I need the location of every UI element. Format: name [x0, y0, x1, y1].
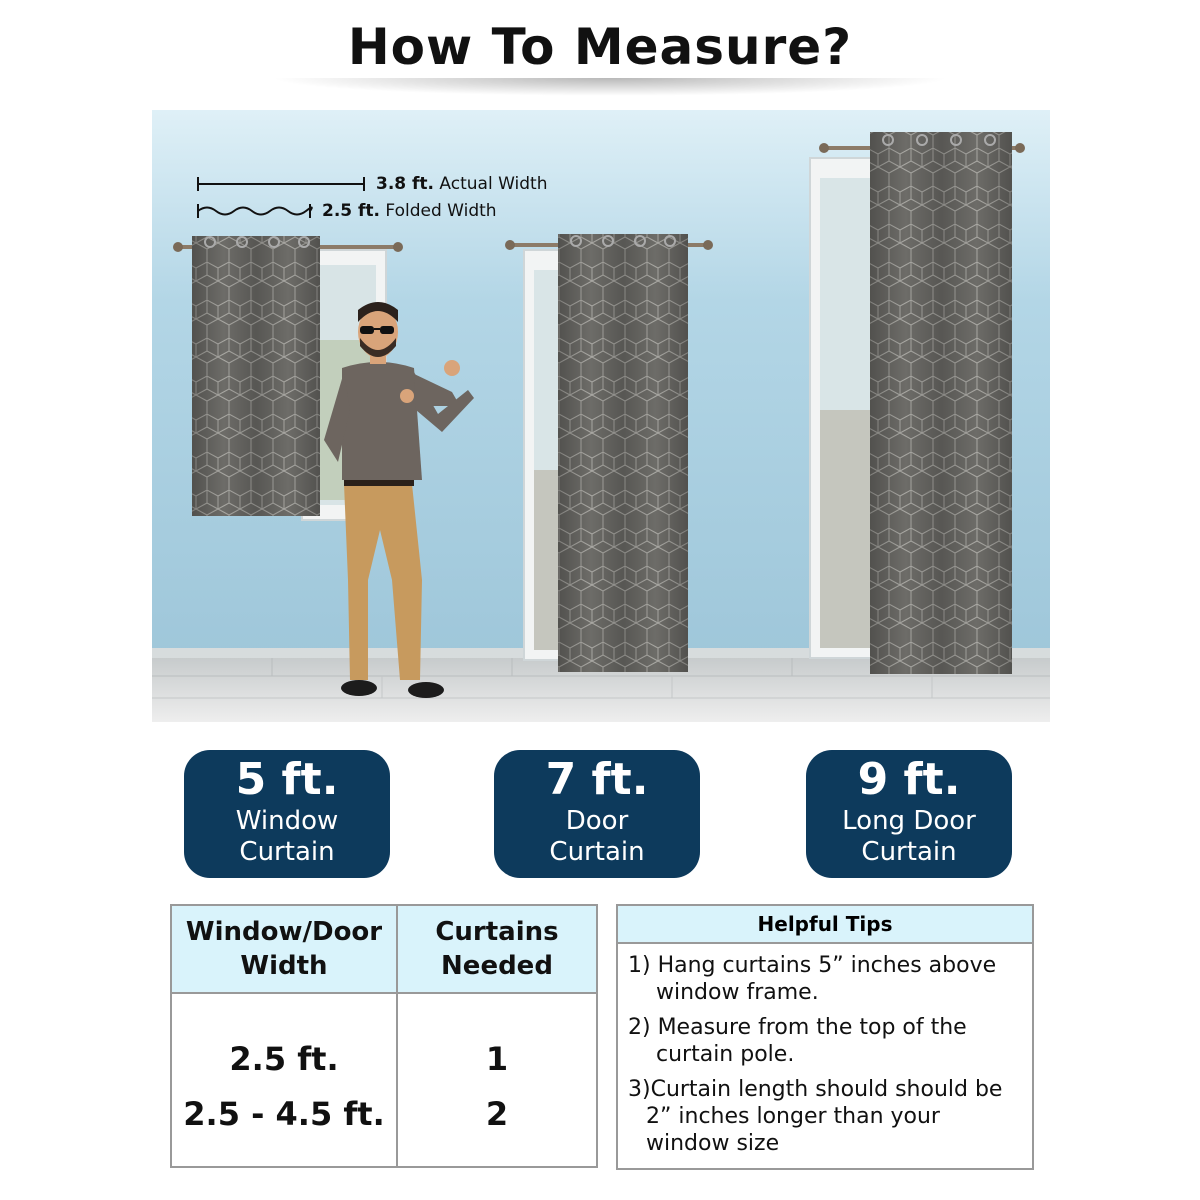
page-title: How To Measure? — [347, 18, 853, 76]
row-count: 2 — [397, 1079, 597, 1167]
actual-width-label — [376, 174, 547, 194]
header-width: Window/Door Width — [171, 905, 397, 993]
tip-line: 1) Hang curtains 5” inches above — [628, 953, 997, 978]
window-curtain-icon — [192, 236, 320, 516]
table-row — [171, 1079, 597, 1167]
badge-line1: Door — [565, 806, 629, 836]
table-header-row — [171, 905, 597, 993]
actual-width-text: Actual Width — [439, 174, 548, 194]
folded-width-text: Folded Width — [385, 201, 497, 221]
curtains-table — [170, 904, 598, 1168]
badge-size: 5 ft. — [235, 754, 339, 805]
tip-line: curtain pole. — [656, 1042, 795, 1067]
title-shadow — [270, 78, 950, 96]
row-count: 1 — [397, 993, 597, 1079]
tip-item — [628, 1076, 1002, 1157]
room-illustration — [152, 110, 1050, 722]
tip-item — [628, 952, 996, 1006]
badge-line2: Curtain — [239, 837, 335, 867]
folded-width-label — [322, 201, 497, 221]
door-curtain-badge — [494, 750, 700, 878]
badge-line1: Long Door — [842, 806, 976, 836]
folded-width-value: 2.5 ft. — [322, 201, 381, 221]
tip-line: 2) Measure from the top of the — [628, 1015, 967, 1040]
row-width: 2.5 - 4.5 ft. — [171, 1079, 397, 1167]
badge-line2: Curtain — [861, 837, 957, 867]
door-curtain-icon — [558, 234, 688, 672]
badge-line2: Curtain — [549, 837, 645, 867]
badge-size: 9 ft. — [857, 754, 961, 805]
tip-line: window frame. — [656, 980, 819, 1005]
header-curtains: Curtains Needed — [397, 905, 597, 993]
window-curtain-badge — [184, 750, 390, 878]
long-door-curtain-icon — [870, 132, 1012, 674]
row-width: 2.5 ft. — [171, 993, 397, 1079]
tip-line: 3)Curtain length should should be — [628, 1077, 1003, 1102]
badge-line1: Window — [235, 806, 339, 836]
helpful-tips-panel — [616, 904, 1034, 1170]
tips-title: Helpful Tips — [618, 906, 1032, 944]
tip-line: 2” inches longer than your — [646, 1104, 940, 1129]
table-row — [171, 993, 597, 1079]
tip-item — [628, 1014, 967, 1068]
actual-width-value: 3.8 ft. — [376, 174, 435, 194]
badge-size: 7 ft. — [545, 754, 649, 805]
long-door-curtain-badge — [806, 750, 1012, 878]
tip-line: window size — [646, 1131, 780, 1156]
